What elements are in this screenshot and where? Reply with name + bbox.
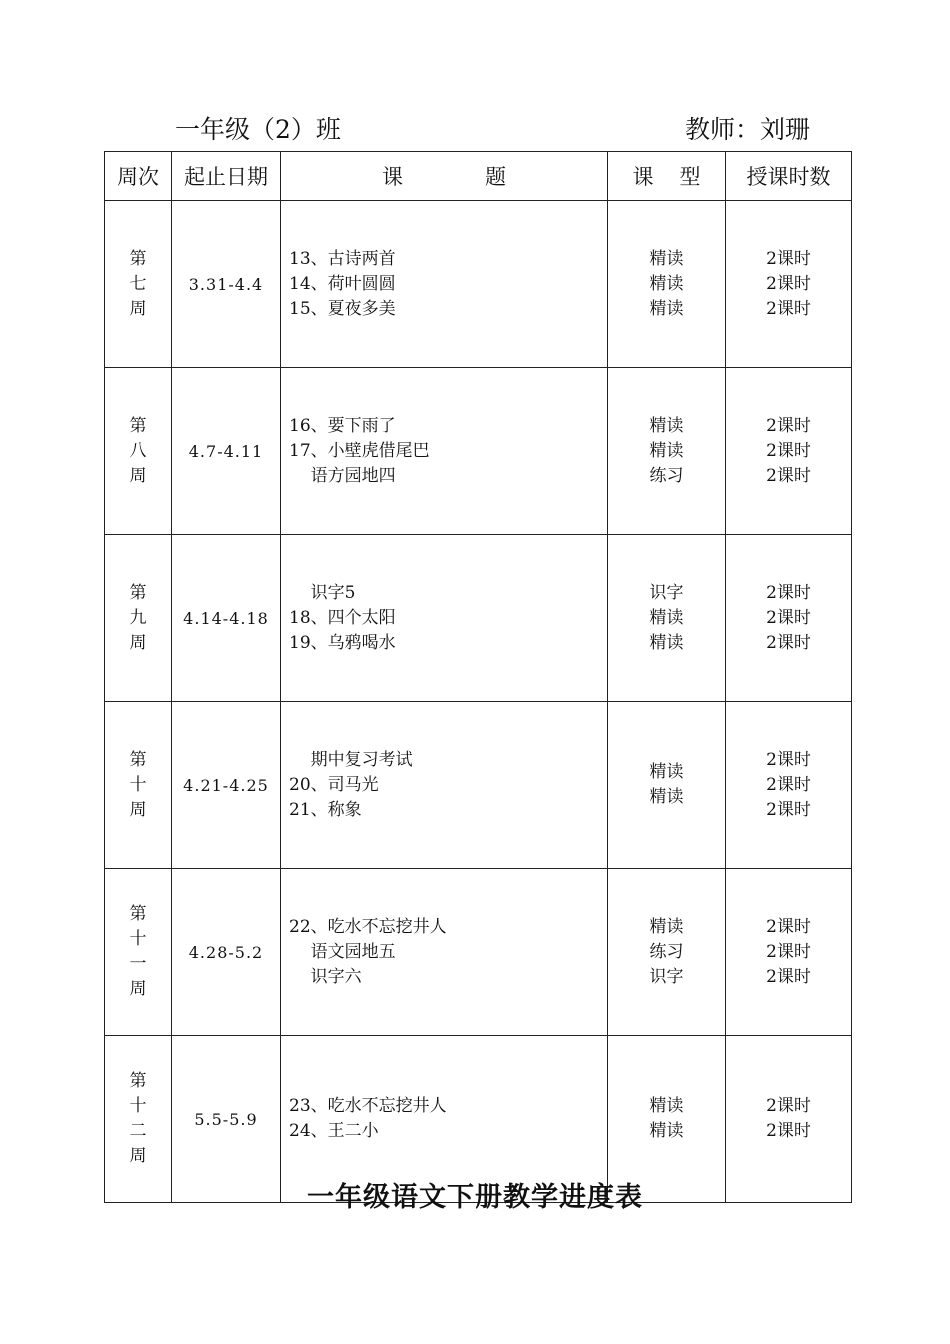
week-char: 十 <box>129 1096 147 1116</box>
lesson-type: 精读 <box>649 916 684 937</box>
week-char: 第 <box>129 749 147 770</box>
lessons-cell <box>281 535 608 702</box>
week-cell <box>105 535 172 702</box>
lesson-type: 精读 <box>649 248 684 269</box>
lessons-cell <box>281 368 608 535</box>
lesson-item: 23、吃水不忘挖井人 <box>289 1096 447 1116</box>
lesson-type: 精读 <box>649 1096 684 1116</box>
table-row <box>105 201 852 368</box>
week-char: 周 <box>129 632 147 653</box>
week-char: 一 <box>129 954 147 974</box>
lesson-item: 24、王二小 <box>289 1121 379 1141</box>
lesson-type: 精读 <box>649 440 684 461</box>
hours-item: 2课时 <box>766 248 811 269</box>
week-char: 九 <box>129 607 147 628</box>
lesson-type-cell <box>608 201 726 368</box>
lesson-item: 15、夏夜多美 <box>289 298 396 319</box>
hours-item: 2课时 <box>766 941 811 962</box>
col-hours: 授课时数 <box>726 152 852 201</box>
date-range-cell: 3.31-4.4 <box>172 201 281 368</box>
hours-cell <box>726 535 852 702</box>
lesson-item: 20、司马光 <box>289 774 379 795</box>
week-char: 第 <box>129 904 147 924</box>
col-topic-a: 课 <box>382 165 403 189</box>
lesson-item: 识字5 <box>289 582 356 603</box>
hours-item: 2课时 <box>766 607 811 628</box>
lesson-type: 精读 <box>649 632 684 653</box>
schedule-table <box>104 151 852 1203</box>
lesson-type-cell <box>608 368 726 535</box>
hours-item: 2课时 <box>766 298 811 319</box>
lesson-item: 语方园地四 <box>289 465 396 486</box>
lesson-item: 18、四个太阳 <box>289 607 396 628</box>
week-char: 二 <box>129 1121 147 1141</box>
lesson-type: 练习 <box>649 465 684 486</box>
week-char: 八 <box>129 440 147 461</box>
col-type-b: 型 <box>679 165 701 189</box>
lessons-cell <box>281 201 608 368</box>
week-char: 周 <box>129 298 147 319</box>
lesson-item: 期中复习考试 <box>289 749 413 770</box>
lesson-item: 22、吃水不忘挖井人 <box>289 916 447 937</box>
col-dates: 起止日期 <box>172 152 281 201</box>
hours-item: 2课时 <box>766 749 811 770</box>
date-range-cell: 4.28-5.2 <box>172 869 281 1036</box>
lesson-type: 精读 <box>649 762 684 782</box>
week-cell <box>105 368 172 535</box>
lesson-item: 21、称象 <box>289 799 362 820</box>
lesson-type: 精读 <box>649 415 684 436</box>
lessons-cell <box>281 869 608 1036</box>
col-topic-b: 题 <box>485 165 506 189</box>
date-range-cell: 4.21-4.25 <box>172 702 281 869</box>
week-char: 第 <box>129 1071 147 1091</box>
week-cell <box>105 869 172 1036</box>
week-char: 七 <box>129 273 147 294</box>
lesson-item: 17、小壁虎借尾巴 <box>289 440 430 461</box>
lesson-type-cell <box>608 702 726 869</box>
week-char: 周 <box>129 799 147 820</box>
lesson-type: 精读 <box>649 787 684 807</box>
lesson-type: 练习 <box>649 941 684 962</box>
lesson-type: 精读 <box>649 273 684 294</box>
lesson-type: 识字 <box>649 966 684 987</box>
week-char: 第 <box>129 415 147 436</box>
teacher-label: 教师：刘珊 <box>685 115 811 144</box>
table-row <box>105 535 852 702</box>
week-char: 第 <box>129 248 147 269</box>
date-range-cell: 5.5-5.9 <box>172 1036 281 1203</box>
table-header-row <box>105 152 852 201</box>
week-char: 周 <box>129 465 147 486</box>
col-topic <box>281 152 608 201</box>
week-char: 十 <box>129 774 147 795</box>
week-cell <box>105 702 172 869</box>
hours-item: 2课时 <box>766 966 811 987</box>
lesson-item: 13、古诗两首 <box>289 248 396 269</box>
table-row <box>105 702 852 869</box>
col-type <box>608 152 726 201</box>
lesson-item: 识字六 <box>289 966 362 987</box>
hours-cell <box>726 368 852 535</box>
week-char: 十 <box>129 929 147 949</box>
hours-item: 2课时 <box>766 440 811 461</box>
table-row <box>105 869 852 1036</box>
lesson-item: 16、要下雨了 <box>289 415 396 436</box>
week-char: 第 <box>129 582 147 603</box>
class-label: 一年级（2）班 <box>175 115 341 144</box>
lesson-type: 精读 <box>649 607 684 628</box>
hours-item: 2课时 <box>766 273 811 294</box>
lesson-item: 14、荷叶圆圆 <box>289 273 396 294</box>
lessons-cell <box>281 702 608 869</box>
col-type-a: 课 <box>632 165 654 189</box>
hours-item: 2课时 <box>766 632 811 653</box>
week-cell <box>105 201 172 368</box>
hours-item: 2课时 <box>766 916 811 937</box>
hours-item: 2课时 <box>766 465 811 486</box>
hours-item: 2课时 <box>766 774 811 795</box>
hours-cell <box>726 201 852 368</box>
lesson-item: 19、乌鸦喝水 <box>289 632 396 653</box>
lesson-type-cell <box>608 869 726 1036</box>
hours-item: 2课时 <box>766 1121 811 1141</box>
lesson-type: 精读 <box>649 298 684 319</box>
hours-item: 2课时 <box>766 1096 811 1116</box>
table-row <box>105 368 852 535</box>
lesson-type: 识字 <box>649 582 684 603</box>
week-char: 周 <box>129 1146 147 1166</box>
hours-item: 2课时 <box>766 582 811 603</box>
lesson-type: 精读 <box>649 1121 684 1141</box>
date-range-cell: 4.14-4.18 <box>172 535 281 702</box>
page-title: 一年级语文下册教学进度表 <box>307 1182 643 1213</box>
hours-item: 2课时 <box>766 415 811 436</box>
col-week: 周次 <box>105 152 172 201</box>
lesson-type-cell <box>608 535 726 702</box>
week-char: 周 <box>129 979 147 999</box>
date-range-cell: 4.7-4.11 <box>172 368 281 535</box>
hours-cell <box>726 702 852 869</box>
hours-item: 2课时 <box>766 799 811 820</box>
lesson-item: 语文园地五 <box>289 941 396 962</box>
hours-cell <box>726 869 852 1036</box>
